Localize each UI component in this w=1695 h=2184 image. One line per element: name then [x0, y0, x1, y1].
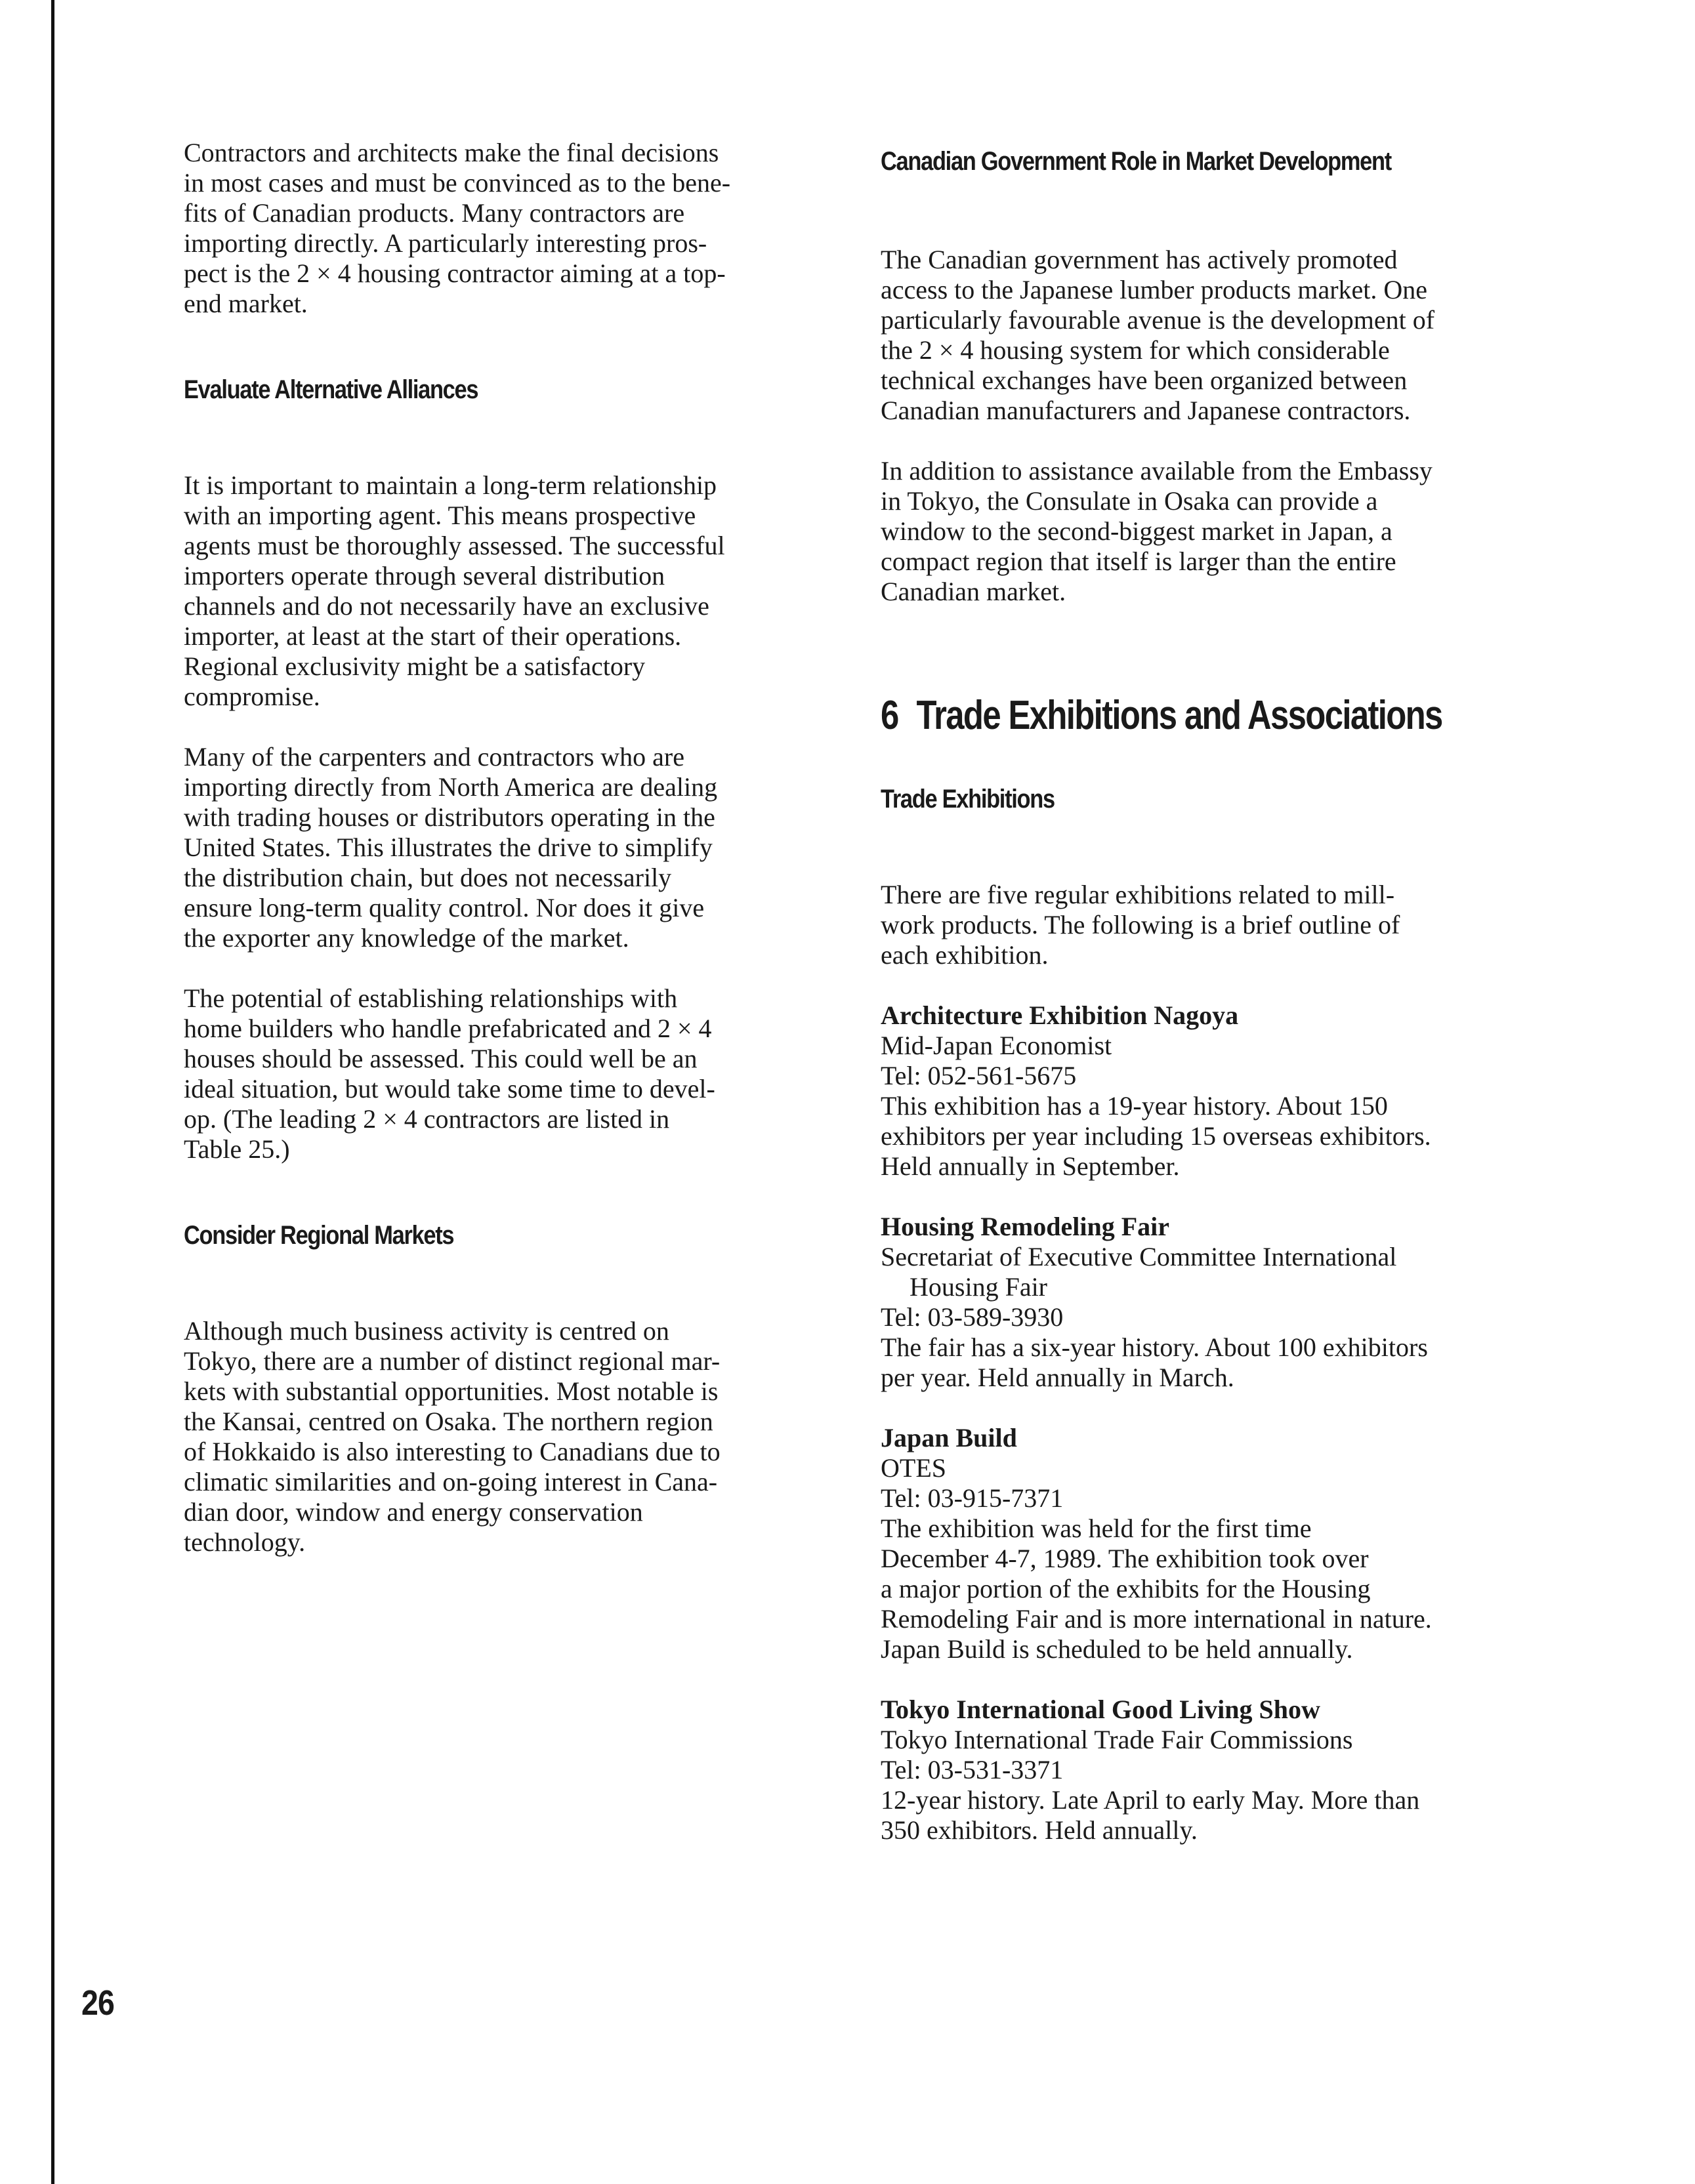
- paragraph-government-promotion: The Canadian government has actively promoted access to the Japanese lumber products market. One particularly favourable avenue is the development of the 2 × 4 housing system for which considerable technical exchanges have been organized between Canadian manufacturers and Japanese contractors.: [881, 245, 1435, 425]
- exhibition-telephone: Tel: 03-589-3930: [881, 1302, 1064, 1332]
- exhibition-entry: [881, 1000, 1550, 1182]
- exhibition-entry: [881, 1212, 1550, 1393]
- exhibition-entry: [881, 1695, 1550, 1845]
- heading-evaluate-alliances: Evaluate Alternative Alliances: [184, 375, 478, 404]
- exhibition-telephone: Tel: 03-531-3371: [881, 1755, 1064, 1784]
- exhibition-organizer-continued: Housing Fair: [910, 1272, 1047, 1302]
- exhibition-name: Housing Remodeling Fair: [881, 1212, 1170, 1241]
- exhibition-organizer: Secretariat of Executive Committee International: [881, 1242, 1397, 1271]
- page-number: 26: [81, 1983, 114, 2023]
- exhibition-description: The exhibition was held for the first time December 4-7, 1989. The exhibition took over a major portion of the exhibits for the Housing Remodeling Fair and is more international in nature. Japan Build is scheduled to be held annually.: [881, 1514, 1432, 1664]
- section-number: 6: [881, 693, 898, 738]
- paragraph-contractors: Contractors and architects make the final decisions in most cases and must be convinced as to the bene- fits of Canadian products. Many contractors are importing directly. A particularly interesting pros- pect is the 2 × 4 housing contractor aiming at a top- end market.: [184, 138, 731, 318]
- left-column: [184, 138, 833, 1588]
- exhibition-organizer: Mid-Japan Economist: [881, 1031, 1112, 1060]
- page-binding-line: [51, 0, 54, 2184]
- paragraph-exhibitions-intro: There are five regular exhibitions related to mill- work products. The following is a brief outline of each exhibition.: [881, 880, 1400, 970]
- exhibition-telephone: Tel: 03-915-7371: [881, 1483, 1064, 1513]
- paragraph-embassy-consulate: In addition to assistance available from the Embassy in Tokyo, the Consulate in Osaka can provide a window to the second-biggest market in Japan, a compact region that itself is larger than the entire Canadian market.: [881, 456, 1433, 606]
- exhibition-description: This exhibition has a 19-year history. About 150 exhibitors per year including 15 overseas exhibitors. Held annually in September.: [881, 1091, 1431, 1181]
- exhibition-name: Japan Build: [881, 1423, 1017, 1453]
- exhibition-name: Architecture Exhibition Nagoya: [881, 1000, 1239, 1030]
- exhibition-description: The fair has a six-year history. About 100 exhibitors per year. Held annually in March.: [881, 1332, 1428, 1392]
- heading-trade-exhibitions: Trade Exhibitions: [881, 785, 1055, 814]
- exhibition-description: 12-year history. Late April to early May. More than 350 exhibitors. Held annually.: [881, 1785, 1420, 1845]
- paragraph-long-term-relationship: It is important to maintain a long-term relationship with an importing agent. This means prospective agents must be thoroughly assessed. The successful importers operate through several distribution channels and do not necessarily have an exclusive importer, at least at the start of their operations. Regional exclusivity might be a satisfactory compromise.: [184, 470, 725, 711]
- section-title: [881, 692, 1442, 739]
- section-title-text: Trade Exhibitions and Associations: [916, 693, 1442, 738]
- heading-government-role: Canadian Government Role in Market Development: [881, 147, 1391, 176]
- exhibition-telephone: Tel: 052-561-5675: [881, 1061, 1077, 1090]
- paragraph-regional-markets: Although much business activity is centred on Tokyo, there are a number of distinct regional mar- kets with substantial opportunities. Most notable is the Kansai, centred on Osaka. The northern region of Hokkaido is also interesting to Canadians due to climatic similarities and on-going interest in Cana- dian door, window and energy conservation technology.: [184, 1316, 721, 1557]
- heading-regional-markets: Consider Regional Markets: [184, 1221, 454, 1250]
- paragraph-carpenters: Many of the carpenters and contractors who are importing directly from North America are dealing with trading houses or distributors operating in the United States. This illustrates the drive to simplify the distribution chain, but does not necessarily ensure long-term quality control. Nor does it give the exporter any knowledge of the market.: [184, 742, 718, 953]
- paragraph-home-builders: The potential of establishing relationships with home builders who handle prefabricated and 2 × 4 houses should be assessed. This could well be an ideal situation, but would take some time to devel- op. (The leading 2 × 4 contractors are listed in Table 25.): [184, 983, 715, 1164]
- exhibition-name: Tokyo International Good Living Show: [881, 1695, 1320, 1724]
- exhibition-organizer: Tokyo International Trade Fair Commissions: [881, 1725, 1353, 1754]
- exhibition-entry: [881, 1423, 1550, 1664]
- right-column: [881, 138, 1550, 1876]
- exhibition-organizer: OTES: [881, 1453, 946, 1483]
